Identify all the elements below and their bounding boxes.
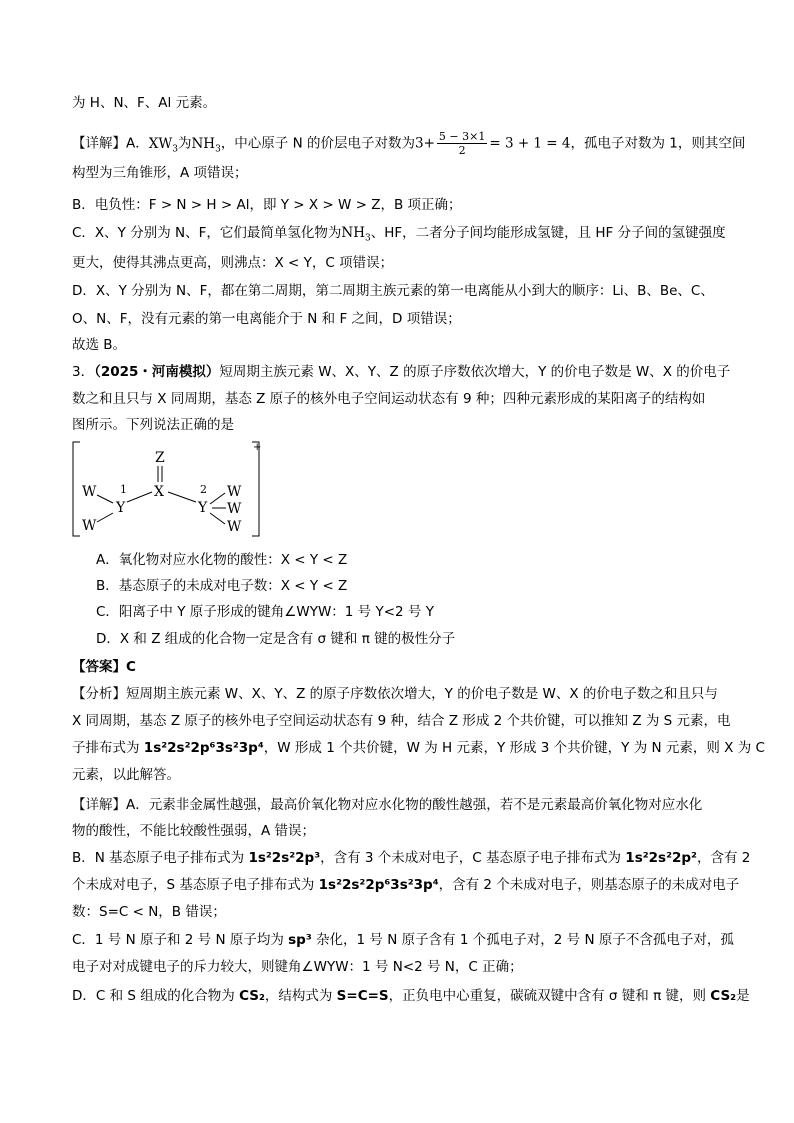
label-2: 2 <box>200 483 207 496</box>
atom-z: Z <box>155 450 165 466</box>
detail-b-line: B．电负性：F > N > H > Al，即 Y > X > W > Z，B 项正确； <box>72 197 462 213</box>
atom-x: X <box>154 484 164 500</box>
atom-w: W <box>227 501 242 517</box>
analysis-line3: 子排布式为 1s²2s²2p⁶3s²3p⁴，W 形成 1 个共价键，W 为 H 元素，Y 形成 3 个共价键，Y 为 N 元素，则 X 为 C <box>72 740 765 756</box>
option-c: C．阳离子中 Y 原子形成的键角∠WYW：1 号 Y<2 号 Y <box>96 604 434 620</box>
atom-w: W <box>227 484 242 500</box>
left-bracket <box>73 442 80 536</box>
lone-pair-fraction: $\frac{5 - 3\times 1}{2}$ <box>438 130 486 157</box>
option-b: B．基态原子的未成对电子数：X < Y < Z <box>96 578 348 594</box>
atom-w: W <box>82 484 97 500</box>
answer-line: 【答案】C <box>72 659 136 675</box>
detail-d-line1: D．X、Y 分别为 N、F，都在第二周期，第二周期主族元素的第一电离能从小到大的顺序：Li、B、Be、C、 <box>72 283 714 299</box>
question-source: （2025・河南模拟） <box>94 364 220 380</box>
atom-y2: Y <box>198 500 208 516</box>
cation-structure-diagram <box>70 438 270 542</box>
atom-y1: Y <box>116 500 126 516</box>
conclusion-line: 故选 B。 <box>72 337 127 353</box>
detail-a-line2: 构型为三角锥形，A 项错误； <box>72 165 248 181</box>
q3-detail-b-line1: B．N 基态原子电子排布式为 1s²2s²2p³，含有 3 个未成对电子，C 基态原子电子排布式为 1s²2s²2p²，含有 2 <box>72 850 751 866</box>
atom-w: W <box>227 519 242 535</box>
label-1: 1 <box>120 483 127 496</box>
analysis-line4: 元素，以此解答。 <box>72 767 180 783</box>
q3-detail-d-line1: D．C 和 S 组成的化合物为 CS₂，结构式为 S=C=S，正负电中心重复，碳硫双键中含有 σ 键和 π 键，则 CS₂是 <box>72 988 750 1004</box>
question-3-stem-line3: 图所示。下列说法正确的是 <box>72 417 234 433</box>
detail-d-line2: O、N、F，没有元素的第一电离能介于 N 和 F 之间，D 项错误； <box>72 311 461 327</box>
right-bracket <box>252 442 262 536</box>
question-3-stem-line1: 3．（2025・河南模拟）短周期主族元素 W、X、Y、Z 的原子序数依次增大，Y 的价电子数是 W、X 的价电子 <box>72 364 731 380</box>
question-3-stem-line2: 数之和且只与 X 同周期，基态 Z 原子的核外电子空间运动状态有 9 种；四种元素形成的某阳离子的结构如 <box>72 391 706 407</box>
option-a: A．氧化物对应水化物的酸性：X < Y < Z <box>96 552 348 568</box>
q3-detail-b-line2: 个未成对电子，S 基态原子电子排布式为 1s²2s²2p⁶3s²3p⁴，含有 2 个未成对电子，则基态原子的未成对电子 <box>72 877 740 893</box>
q3-detail-a-line2: 物的酸性，不能比较酸性强弱，A 错误； <box>72 823 316 839</box>
detail-c-line1: C．X、Y 分别为 N、F，它们最简单氢化物为$NH_3$、HF，二者分子间均能形成氢键，且 HF 分子间的氢键强度 <box>72 225 726 244</box>
q3-detail-c-line2: 电子对对成键电子的斥力较大，则键角∠WYW：1 号 N<2 号 N，C 正确； <box>72 959 523 975</box>
nh3-formula: $NH_3$ <box>341 225 371 244</box>
q3-detail-c-line1: C．1 号 N 原子和 2 号 N 原子均为 sp³ 杂化，1 号 N 原子含有 1 个孤电子对，2 号 N 原子不含孤电子对，孤 <box>72 932 734 948</box>
detail-a-line1: 【详解】A．$XW_3$为$NH_3$，中心原子 N 的价层电子对数为3+ $\frac{5 - 3\times 1}{2}$ = 3 + 1 = 4，孤电子对数为 1，则其空间 <box>72 130 746 157</box>
analysis-line1: 【分析】短周期主族元素 W、X、Y、Z 的原子序数依次增大，Y 的价电子数是 W、X 的价电子数之和且只与 <box>72 686 718 702</box>
option-d: D．X 和 Z 组成的化合物一定是含有 σ 键和 π 键的极性分子 <box>96 631 456 647</box>
detail-label: 【详解】A． <box>72 135 149 152</box>
nh3-formula: $NH_3$ <box>191 135 221 155</box>
atom-w: W <box>82 518 97 534</box>
analysis-line2: X 同周期，基态 Z 原子的核外电子空间运动状态有 9 种，结合 Z 形成 2 个共价键，可以推知 Z 为 S 元素，电 <box>72 713 731 729</box>
s-electron-config: 1s²2s²2p⁶3s²3p⁴ <box>143 740 264 756</box>
detail-c-line2: 更大，使得其沸点更高，则沸点：X < Y，C 项错误； <box>72 255 394 271</box>
intro-line: 为 H、N、F、Al 元素。 <box>72 95 217 111</box>
xw3-formula: $XW_3$ <box>148 135 178 155</box>
q3-detail-b-line3: 数：S=C < N，B 错误； <box>72 904 226 920</box>
charge-sign: + <box>253 442 262 453</box>
question-number: 3． <box>72 364 95 380</box>
q3-detail-a-line1: 【详解】A．元素非金属性越强，最高价氧化物对应水化物的酸性越强，若不是元素最高价氧化物对应水化 <box>72 797 703 813</box>
